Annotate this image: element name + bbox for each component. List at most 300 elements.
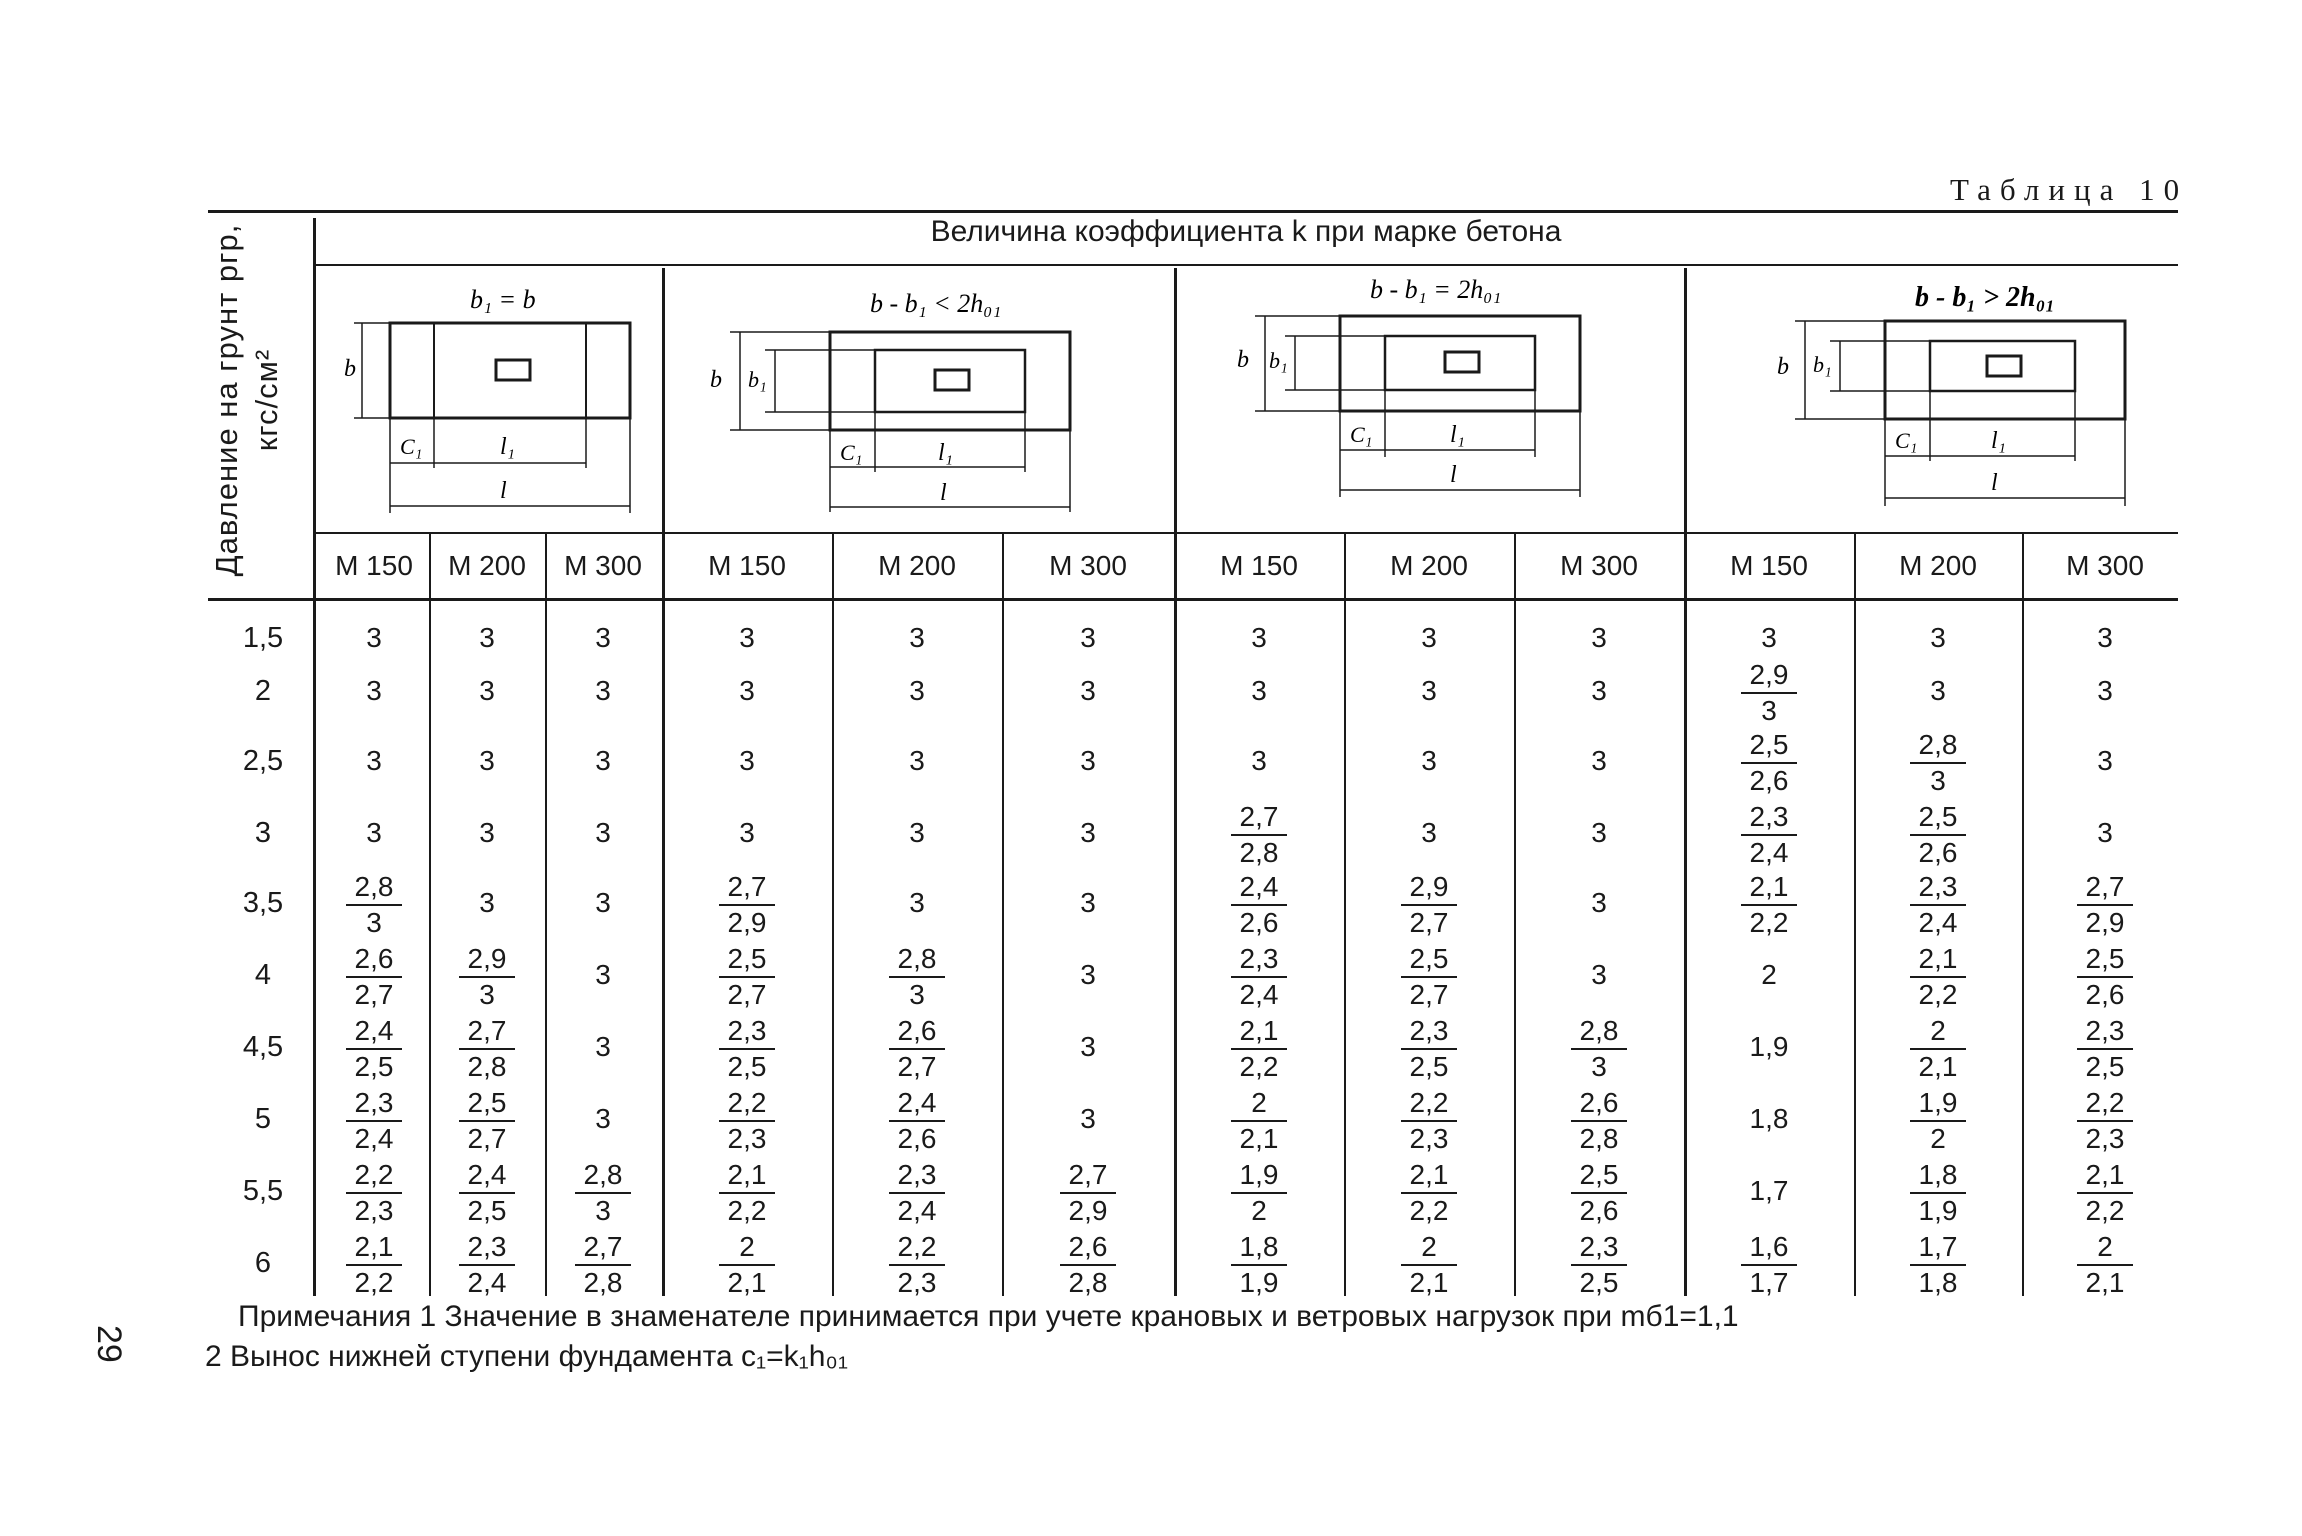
numerator: 2,4 (889, 1086, 945, 1122)
numerator: 2 (1910, 1014, 1966, 1050)
fraction-value (1910, 1086, 1966, 1156)
denominator: 2,5 (2085, 1051, 2125, 1082)
denominator: 3 (595, 1195, 611, 1226)
svg-text:b - b₁ = 2h₀₁: b - b₁ = 2h₀₁ (1370, 275, 1502, 304)
table-cell (662, 1086, 832, 1156)
numerator: 2,7 (719, 870, 775, 906)
table-cell (1174, 800, 1344, 870)
fraction-value (1060, 1158, 1116, 1228)
table-cell (1344, 942, 1514, 1012)
table-cell (1853, 942, 2023, 1012)
numerator: 2,3 (2077, 1014, 2133, 1050)
table-cell: 3 (479, 817, 495, 848)
table-cell: 3 (1930, 675, 1946, 706)
table-cell: 3 (2097, 622, 2113, 653)
foundation-diagram-2 (690, 282, 1110, 522)
numerator: 2,8 (1571, 1014, 1627, 1050)
numerator: 2,7 (1060, 1158, 1116, 1194)
denominator: 2,7 (727, 979, 767, 1010)
fraction-value (1231, 1158, 1287, 1228)
numerator: 2,1 (1741, 870, 1797, 906)
svg-text:b₁: b₁ (1269, 348, 1288, 373)
note-1: Примечания 1 Значение в знаменателе принимается при учете крановых и ветровых нагрузок при mб1=1,1 (238, 1300, 1739, 1333)
fraction-value (1910, 870, 1966, 940)
table-cell: 3 (739, 745, 755, 776)
table-cell: 3 (1591, 622, 1607, 653)
table-cell: 3 (1080, 817, 1096, 848)
fraction-value (459, 1014, 515, 1084)
table-cell: 3 (595, 1103, 611, 1134)
svg-text:C₁: C₁ (840, 440, 863, 465)
numerator: 2,3 (459, 1230, 515, 1266)
denominator: 2,5 (1579, 1267, 1619, 1298)
numerator: 2,1 (1231, 1014, 1287, 1050)
denominator: 2,5 (354, 1051, 394, 1082)
table-cell: 3 (479, 675, 495, 706)
denominator: 2,6 (1749, 765, 1789, 796)
table-cell: 3 (479, 745, 495, 776)
table-cell: 3 (366, 675, 382, 706)
span-rule (316, 264, 2178, 266)
denominator: 2,2 (727, 1195, 767, 1226)
grade-header-cell: М 300 (2066, 550, 2144, 581)
denominator: 2,6 (2085, 979, 2125, 1010)
table-cell (1344, 1158, 1514, 1228)
denominator: 2,6 (1579, 1195, 1619, 1226)
numerator: 2,3 (1231, 942, 1287, 978)
svg-text:C₁: C₁ (1350, 422, 1373, 447)
denominator: 3 (909, 979, 925, 1010)
table-cell (832, 1014, 1002, 1084)
fraction-value (1571, 1086, 1627, 1156)
table-cell: 3 (1421, 745, 1437, 776)
table-cell (1853, 1086, 2023, 1156)
diagram-group-3 (1225, 272, 1645, 512)
numerator: 2,5 (2077, 942, 2133, 978)
fraction-value (1401, 1086, 1457, 1156)
fraction-value (889, 1014, 945, 1084)
table-cell: 3 (595, 817, 611, 848)
fraction-value (459, 1158, 515, 1228)
grade-header-cell: М 200 (448, 550, 526, 581)
numerator: 1,8 (1910, 1158, 1966, 1194)
table-cell (1003, 1230, 1173, 1300)
numerator: 2,3 (719, 1014, 775, 1050)
numerator: 2,5 (459, 1086, 515, 1122)
fraction-value (719, 1158, 775, 1228)
svg-text:l: l (500, 478, 507, 504)
fraction-value (889, 1158, 945, 1228)
fraction-value (719, 870, 775, 940)
denominator: 1,7 (1749, 1267, 1789, 1298)
denominator: 2,3 (727, 1123, 767, 1154)
svg-text:l: l (1991, 470, 1998, 496)
fraction-value (1060, 1230, 1116, 1300)
row-pressure-label: 3 (254, 817, 272, 849)
numerator: 2,6 (346, 942, 402, 978)
numerator: 2 (719, 1230, 775, 1266)
row-pressure-label: 2 (254, 675, 272, 707)
fraction-value (719, 942, 775, 1012)
table-cell: 3 (1761, 622, 1777, 653)
table-cell (1853, 1158, 2023, 1228)
numerator: 2,9 (459, 942, 515, 978)
svg-text:b: b (344, 356, 356, 382)
fraction-value (1741, 658, 1797, 728)
table-cell: 3 (595, 675, 611, 706)
denominator: 2,7 (467, 1123, 507, 1154)
table-cell: 3 (1251, 745, 1267, 776)
note-2: 2 Вынос нижней ступени фундамента c₁=k₁h₀₁ (205, 1340, 849, 1373)
table-cell (1684, 728, 1854, 798)
fraction-value (1910, 1014, 1966, 1084)
fraction-value (346, 1014, 402, 1084)
table-cell (1174, 1158, 1344, 1228)
denominator: 2,1 (2085, 1267, 2125, 1298)
svg-text:l₁: l₁ (1991, 428, 2007, 454)
table-cell (1853, 870, 2023, 940)
denominator: 2,4 (1749, 837, 1789, 868)
numerator: 2,2 (719, 1086, 775, 1122)
fraction-value (1231, 800, 1287, 870)
fraction-value (2077, 1014, 2133, 1084)
denominator: 2,8 (467, 1051, 507, 1082)
numerator: 2,3 (1401, 1014, 1457, 1050)
numerator: 2,3 (1571, 1230, 1627, 1266)
stub-header: Давление на грунт pгр, кгс/см² (209, 223, 284, 577)
denominator: 2,4 (354, 1123, 394, 1154)
table-cell: 3 (1591, 959, 1607, 990)
numerator: 2 (1231, 1086, 1287, 1122)
numerator: 1,7 (1910, 1230, 1966, 1266)
row-pressure-label: 4 (254, 959, 272, 991)
denominator: 2,1 (1918, 1051, 1958, 1082)
denominator: 2,5 (727, 1051, 767, 1082)
fraction-value (1231, 1086, 1287, 1156)
fraction-value (889, 1086, 945, 1156)
table-cell (2020, 870, 2190, 940)
table-cell: 3 (595, 959, 611, 990)
table-cell: 3 (2097, 817, 2113, 848)
table-cell: 3 (1251, 622, 1267, 653)
table-cell: 1,8 (1749, 1103, 1789, 1134)
table-cell: 3 (1251, 675, 1267, 706)
grade-header-cell: М 300 (564, 550, 642, 581)
fraction-value (1231, 1230, 1287, 1300)
table-cell (1514, 1158, 1684, 1228)
table-cell (1853, 1014, 2023, 1084)
diagram-group-1 (330, 278, 650, 518)
row-pressure-label: 1,5 (242, 622, 284, 654)
table-cell: 3 (1421, 817, 1437, 848)
numerator: 2,1 (1401, 1158, 1457, 1194)
row-pressure-label: 4,5 (242, 1031, 284, 1063)
foundation-diagram-1 (330, 278, 650, 518)
denominator: 2,7 (897, 1051, 937, 1082)
numerator: 2,1 (719, 1158, 775, 1194)
fraction-value (1910, 942, 1966, 1012)
fraction-value (346, 1086, 402, 1156)
fraction-value (2077, 1230, 2133, 1300)
table-cell (832, 1230, 1002, 1300)
table-cell: 3 (1080, 1103, 1096, 1134)
denominator: 2,6 (1918, 837, 1958, 868)
fraction-value (1571, 1158, 1627, 1228)
fraction-value (346, 1230, 402, 1300)
denominator: 2,2 (1749, 907, 1789, 938)
fraction-value (1401, 870, 1457, 940)
table-cell (1174, 1086, 1344, 1156)
table-cell: 3 (909, 675, 925, 706)
fraction-value (1571, 1014, 1627, 1084)
denominator: 2,7 (1409, 979, 1449, 1010)
svg-text:b - b₁ < 2h₀₁: b - b₁ < 2h₀₁ (870, 289, 1002, 318)
fraction-value (575, 1158, 631, 1228)
fraction-value (1231, 942, 1287, 1012)
numerator: 2,7 (575, 1230, 631, 1266)
table-cell: 1,7 (1749, 1175, 1789, 1206)
numerator: 2,5 (719, 942, 775, 978)
denominator: 2,4 (897, 1195, 937, 1226)
denominator: 2,2 (1409, 1195, 1449, 1226)
numerator: 2,8 (575, 1158, 631, 1194)
fraction-value (1741, 1230, 1797, 1300)
grade-header-cell: М 300 (1560, 550, 1638, 581)
fraction-value (1401, 1014, 1457, 1084)
denominator: 2,3 (2085, 1123, 2125, 1154)
denominator: 2,2 (1239, 1051, 1279, 1082)
fraction-value (346, 870, 402, 940)
table-cell: 3 (366, 745, 382, 776)
table-cell (662, 1230, 832, 1300)
denominator: 3 (366, 907, 382, 938)
table-cell: 3 (595, 745, 611, 776)
fraction-value (1231, 870, 1287, 940)
denominator: 3 (1761, 695, 1777, 726)
denominator: 2,8 (1579, 1123, 1619, 1154)
numerator: 2,3 (1910, 870, 1966, 906)
svg-text:b: b (1237, 347, 1249, 373)
grade-header-cell: М 300 (1049, 550, 1127, 581)
denominator: 2,9 (2085, 907, 2125, 938)
numerator: 1,6 (1741, 1230, 1797, 1266)
svg-text:C₁: C₁ (400, 434, 423, 459)
table-cell: 3 (1591, 745, 1607, 776)
table-cell (1514, 1086, 1684, 1156)
fraction-value (459, 942, 515, 1012)
table-cell: 3 (1080, 959, 1096, 990)
table-cell: 3 (1080, 745, 1096, 776)
row-pressure-label: 5,5 (242, 1175, 284, 1207)
numerator: 2,8 (1910, 728, 1966, 764)
table-cell: 3 (479, 622, 495, 653)
fraction-value (2077, 1086, 2133, 1156)
svg-text:l: l (940, 480, 947, 506)
denominator: 2,6 (1239, 907, 1279, 938)
numerator: 2,6 (1571, 1086, 1627, 1122)
fraction-value (1741, 870, 1797, 940)
table-cell: 3 (909, 887, 925, 918)
fraction-value (1231, 1014, 1287, 1084)
table-cell (1684, 658, 1854, 728)
numerator: 2,7 (459, 1014, 515, 1050)
table-cell: 3 (1080, 1031, 1096, 1062)
denominator: 3 (479, 979, 495, 1010)
table-cell: 3 (595, 1031, 611, 1062)
fraction-value (889, 942, 945, 1012)
fraction-value (719, 1014, 775, 1084)
table-cell: 3 (1591, 887, 1607, 918)
denominator: 2 (1251, 1195, 1267, 1226)
table-cell: 3 (1930, 622, 1946, 653)
fraction-value (2077, 1158, 2133, 1228)
denominator: 2,9 (1068, 1195, 1108, 1226)
table-cell (2020, 1230, 2190, 1300)
svg-text:C₁: C₁ (1895, 428, 1918, 453)
fraction-value (719, 1230, 775, 1300)
denominator: 2,5 (1409, 1051, 1449, 1082)
denominator: 2,8 (583, 1267, 623, 1298)
numerator: 2,4 (1231, 870, 1287, 906)
foundation-diagram-4 (1755, 276, 2175, 516)
grade-header-cell: М 200 (1390, 550, 1468, 581)
svg-text:b - b₁ > 2h₀₁: b - b₁ > 2h₀₁ (1915, 282, 2056, 313)
denominator: 3 (1591, 1051, 1607, 1082)
table-cell: 3 (1591, 817, 1607, 848)
denominator: 2,9 (727, 907, 767, 938)
numerator: 2,1 (2077, 1158, 2133, 1194)
fraction-value (1571, 1230, 1627, 1300)
table-cell (1174, 1230, 1344, 1300)
numerator: 2,2 (346, 1158, 402, 1194)
fraction-value (459, 1086, 515, 1156)
table-cell: 3 (909, 622, 925, 653)
denominator: 2,1 (1409, 1267, 1449, 1298)
table-cell (832, 1158, 1002, 1228)
svg-text:l: l (1450, 462, 1457, 488)
table-cell (2020, 1158, 2190, 1228)
fraction-value (1741, 800, 1797, 870)
fraction-value (575, 1230, 631, 1300)
numerator: 2 (1401, 1230, 1457, 1266)
fraction-value (1910, 728, 1966, 798)
svg-text:b: b (1777, 354, 1789, 380)
denominator: 2,7 (1409, 907, 1449, 938)
table-cell: 3 (909, 745, 925, 776)
fraction-value (1401, 1158, 1457, 1228)
denominator: 2,4 (1239, 979, 1279, 1010)
denominator: 2,2 (1918, 979, 1958, 1010)
fraction-value (346, 942, 402, 1012)
table-cell: 2 (1761, 959, 1777, 990)
diagram-group-4 (1755, 276, 2175, 516)
table-cell (1003, 1158, 1173, 1228)
fraction-value (1401, 1230, 1457, 1300)
table-cell (2020, 1014, 2190, 1084)
numerator: 2 (2077, 1230, 2133, 1266)
fraction-value (2077, 942, 2133, 1012)
numerator: 2,7 (1231, 800, 1287, 836)
denominator: 2,4 (467, 1267, 507, 1298)
fraction-value (2077, 870, 2133, 940)
fraction-value (1910, 1158, 1966, 1228)
denominator: 2,8 (1239, 837, 1279, 868)
fraction-value (1910, 800, 1966, 870)
denominator: 2,7 (354, 979, 394, 1010)
table-cell: 3 (1080, 887, 1096, 918)
table-cell: 1,9 (1749, 1031, 1789, 1062)
table-cell (1853, 800, 2023, 870)
row-pressure-label: 5 (254, 1103, 272, 1135)
denominator: 1,9 (1918, 1195, 1958, 1226)
table-cell (1344, 870, 1514, 940)
numerator: 2,5 (1401, 942, 1457, 978)
table-cell (2020, 942, 2190, 1012)
table-cell: 3 (366, 817, 382, 848)
table-cell: 3 (366, 622, 382, 653)
table-cell: 3 (1421, 675, 1437, 706)
table-cell (1514, 1230, 1684, 1300)
denominator: 2,2 (354, 1267, 394, 1298)
numerator: 2,6 (889, 1014, 945, 1050)
table-cell (1684, 800, 1854, 870)
table-cell: 3 (739, 675, 755, 706)
grade-header-cell: М 150 (335, 550, 413, 581)
foundation-diagram-3 (1225, 272, 1645, 512)
svg-text:l₁: l₁ (1450, 422, 1466, 448)
svg-text:l₁: l₁ (938, 440, 954, 466)
numerator: 2,9 (1401, 870, 1457, 906)
table-cell (832, 1086, 1002, 1156)
svg-text:l₁: l₁ (500, 434, 516, 460)
table-cell: 3 (1080, 675, 1096, 706)
numerator: 2,4 (459, 1158, 515, 1194)
table-cell (662, 1014, 832, 1084)
svg-text:b₁: b₁ (1813, 352, 1832, 377)
denominator: 1,8 (1918, 1267, 1958, 1298)
table-cell: 3 (595, 622, 611, 653)
table-cell: 3 (739, 622, 755, 653)
grade-header-cell: М 150 (1730, 550, 1808, 581)
numerator: 2,2 (2077, 1086, 2133, 1122)
fraction-value (889, 1230, 945, 1300)
table-cell: 3 (909, 817, 925, 848)
table-cell: 3 (479, 887, 495, 918)
body-rule (208, 598, 2178, 601)
table-cell (2020, 1086, 2190, 1156)
numerator: 2,9 (1741, 658, 1797, 694)
denominator: 2,8 (1068, 1267, 1108, 1298)
numerator: 2,6 (1060, 1230, 1116, 1266)
table-cell (1344, 1086, 1514, 1156)
fraction-value (719, 1086, 775, 1156)
table-cell: 3 (1591, 675, 1607, 706)
table-cell: 3 (595, 887, 611, 918)
fraction-value (346, 1158, 402, 1228)
table-cell: 3 (2097, 675, 2113, 706)
numerator: 2,1 (1910, 942, 1966, 978)
row-pressure-label: 2,5 (242, 745, 284, 777)
table-cell (1174, 942, 1344, 1012)
spanning-header: Величина коэффициента k при марке бетона (930, 215, 1562, 248)
numerator: 2,5 (1741, 728, 1797, 764)
table-cell (1344, 1014, 1514, 1084)
table-cell (1853, 1230, 2023, 1300)
row-pressure-label: 6 (254, 1247, 272, 1279)
table-cell (662, 942, 832, 1012)
numerator: 2,3 (1741, 800, 1797, 836)
numerator: 2,2 (889, 1230, 945, 1266)
